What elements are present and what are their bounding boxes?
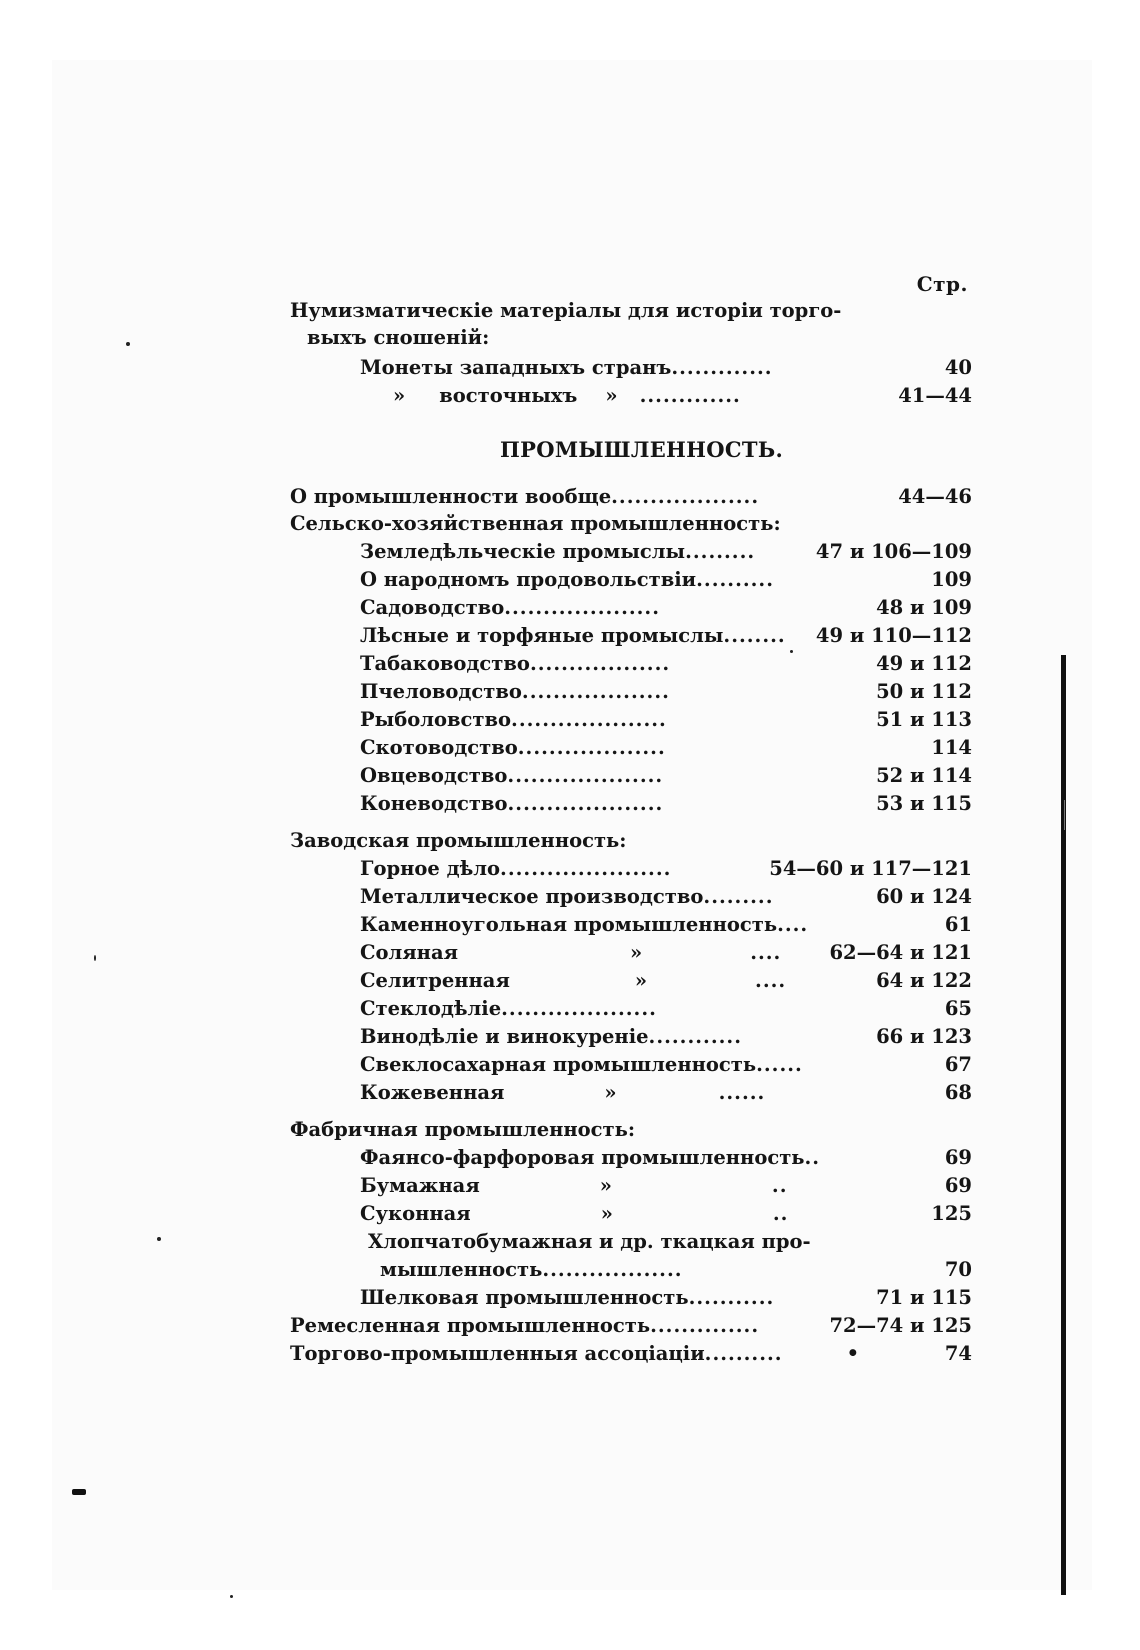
dot-leader: ....	[777, 913, 809, 936]
toc-entry	[360, 539, 972, 565]
ditto-mark: »	[600, 1202, 613, 1225]
dot-leader: .........	[703, 885, 774, 908]
toc-entry	[360, 1024, 972, 1050]
entry-label: Селитренная	[360, 969, 510, 992]
entry-pages: 69	[944, 1174, 972, 1197]
page-column-label: Стр.	[916, 272, 968, 296]
entry-label: Садоводство	[360, 596, 505, 619]
entry-pages: 64 и 122	[876, 969, 972, 992]
toc-entry	[360, 1052, 972, 1078]
entry-pages: 114	[931, 736, 972, 759]
entry-label: Пчеловодство	[360, 680, 522, 703]
dot-leader: ..	[771, 1174, 788, 1197]
dot-leader: ...................	[521, 680, 670, 703]
entry-label: Кожевенная	[360, 1081, 505, 1104]
entry-label: Фаянсо-фарфоровая промышленность	[360, 1146, 805, 1169]
toc-entry	[360, 1285, 972, 1311]
toc-entry	[360, 968, 972, 994]
entry-label: Земледѣльческіе промыслы	[360, 540, 686, 563]
toc-entry	[393, 383, 972, 409]
dot-leader: ....................	[504, 596, 661, 619]
dot-leader: ..................	[529, 652, 671, 675]
entry-pages: 65	[944, 997, 972, 1020]
entry-label: Монеты западныхъ странъ	[360, 356, 672, 379]
dot-leader: ....	[750, 941, 782, 964]
entry-pages: 51 и 113	[876, 708, 972, 731]
entry-label: Металлическое производство	[360, 885, 704, 908]
entry-label: Табаководство	[360, 652, 530, 675]
entry-pages: 66 и 123	[876, 1025, 972, 1048]
dot-leader: ..................	[542, 1258, 683, 1281]
entry-pages: 48 и 109	[876, 596, 972, 619]
entry-label: Лѣсные и торфяные промыслы	[360, 624, 724, 647]
toc-entry	[380, 1257, 972, 1283]
toc-entry	[360, 856, 972, 882]
toc-entry	[360, 1145, 972, 1171]
dot-leader: .............	[671, 356, 773, 379]
entry-pages: 71 и 115	[876, 1286, 972, 1309]
toc-entry	[290, 1341, 972, 1367]
entry-label: Шелковая промышленность	[360, 1286, 689, 1309]
dot-leader: ......	[718, 1081, 766, 1104]
toc-entry	[360, 707, 972, 733]
entry-pages: 53 и 115	[876, 792, 972, 815]
toc-entry	[360, 623, 972, 649]
entry-pages: 125	[931, 1202, 972, 1225]
ditto-mark: »	[599, 1174, 612, 1197]
dot-leader: ....................	[507, 764, 664, 787]
toc-entry	[360, 735, 972, 761]
section-heading: ПРОМЫШЛЕННОСТЬ.	[500, 437, 784, 462]
entry-label: Торгово-промышленныя ассоціаціи	[290, 1342, 705, 1365]
dot-leader: ...................	[517, 736, 666, 759]
entry-label: Овцеводство	[360, 764, 508, 787]
dot-leader: ..........	[704, 1342, 783, 1365]
entry-pages: 109	[931, 568, 972, 591]
toc-entry	[360, 1201, 972, 1227]
toc-entry	[360, 1080, 972, 1106]
toc-entry	[360, 912, 972, 938]
entry-label: Винодѣліе и винокуреніе	[360, 1025, 649, 1048]
entry-pages: 74	[944, 1342, 972, 1365]
ditto-mark: »	[630, 941, 643, 964]
factory-title: Заводская промышленность:	[290, 829, 627, 852]
dot-leader: ........	[723, 624, 786, 647]
entry-label: Стеклодѣліе	[360, 997, 502, 1020]
entry-label: Свеклосахарная промышленность	[360, 1053, 757, 1076]
dot-leader: ......	[756, 1053, 803, 1076]
ditto-mark: »	[634, 969, 648, 992]
numismatics-title-line1: Нумизматическіе матеріалы для исторіи торго-	[290, 299, 842, 322]
entry-label: восточныхъ	[439, 384, 578, 407]
dot-leader: ...........	[688, 1286, 775, 1309]
entry-pages: 52 и 114	[876, 764, 972, 787]
ditto-mark: »	[393, 384, 406, 407]
entry-pages: 70	[944, 1258, 972, 1281]
dot-leader: ......................	[500, 857, 672, 880]
entry-pages: 44—46	[898, 485, 972, 508]
toc-entry	[360, 679, 972, 705]
dot-leader: ...................	[611, 485, 760, 508]
dot-leader: ..	[804, 1146, 821, 1169]
entry-label: Бумажная	[360, 1174, 480, 1197]
dot-leader: ..............	[650, 1314, 760, 1337]
dot-leader: ....................	[507, 792, 664, 815]
entry-pages: 72—74 и 125	[829, 1314, 972, 1337]
bullet-mark: •	[846, 1342, 860, 1365]
agricultural-title: Сельско-хозяйственная промышленность:	[290, 512, 781, 535]
entry-pages: 68	[944, 1081, 972, 1104]
toc-entry	[360, 763, 972, 789]
entry-pages: 54—60 и 117—121	[769, 857, 972, 880]
entry-pages: 67	[944, 1053, 972, 1076]
entry-label: О промышленности вообще	[290, 485, 612, 508]
toc-entry	[360, 940, 972, 966]
toc-entry	[360, 651, 972, 677]
dot-leader: ..........	[696, 568, 775, 591]
dot-leader: ............	[648, 1025, 742, 1048]
entry-label: Соляная	[360, 941, 458, 964]
dot-leader: ..	[772, 1202, 789, 1225]
entry-label: Ремесленная промышленность	[290, 1314, 651, 1337]
entry-label: Скотоводство	[360, 736, 518, 759]
toc-entry	[360, 884, 972, 910]
entry-pages: 61	[944, 913, 972, 936]
toc-entry	[360, 567, 972, 593]
entry-label: О народномъ продовольствіи	[360, 568, 697, 591]
entry-pages: 49 и 110—112	[815, 624, 972, 647]
entry-pages: 69	[944, 1146, 972, 1169]
ditto-mark: »	[605, 384, 618, 407]
entry-label: мышленность	[380, 1258, 543, 1281]
entry-pages: 40	[944, 356, 972, 379]
entry-pages: 41—44	[898, 384, 972, 407]
dot-leader: ....	[755, 969, 787, 992]
dot-leader: .............	[639, 384, 741, 407]
toc-entry	[360, 1173, 972, 1199]
entry-pages: 47 и 106—109	[815, 540, 972, 563]
entry-label: Каменноугольная промышленность	[360, 913, 778, 936]
entry-pages: 62—64 и 121	[829, 941, 972, 964]
entry-label: Суконная	[360, 1202, 471, 1225]
toc-entry	[290, 484, 972, 510]
dot-leader: ....................	[501, 997, 657, 1020]
toc-entry	[360, 996, 972, 1022]
entry-label: Рыболовство	[360, 708, 512, 731]
entry-pages: 60 и 124	[876, 885, 972, 908]
toc-entry	[360, 791, 972, 817]
toc-entry	[360, 595, 972, 621]
manufacturing-title: Фабричная промышленность:	[290, 1118, 636, 1141]
toc-entry	[360, 355, 972, 381]
dot-leader: ....................	[511, 708, 667, 731]
entry-pages: 50 и 112	[876, 680, 972, 703]
toc-entry	[290, 1313, 972, 1339]
entry-label: Коневодство	[360, 792, 508, 815]
entry-pages: 49 и 112	[876, 652, 972, 675]
ditto-mark: »	[604, 1081, 617, 1104]
entry-label-line1: Хлопчатобумажная и др. ткацкая про-	[368, 1230, 811, 1253]
entry-label: Горное дѣло	[360, 857, 501, 880]
numismatics-title-line2: выхъ сношеній:	[307, 326, 490, 349]
dot-leader: .........	[685, 540, 756, 563]
